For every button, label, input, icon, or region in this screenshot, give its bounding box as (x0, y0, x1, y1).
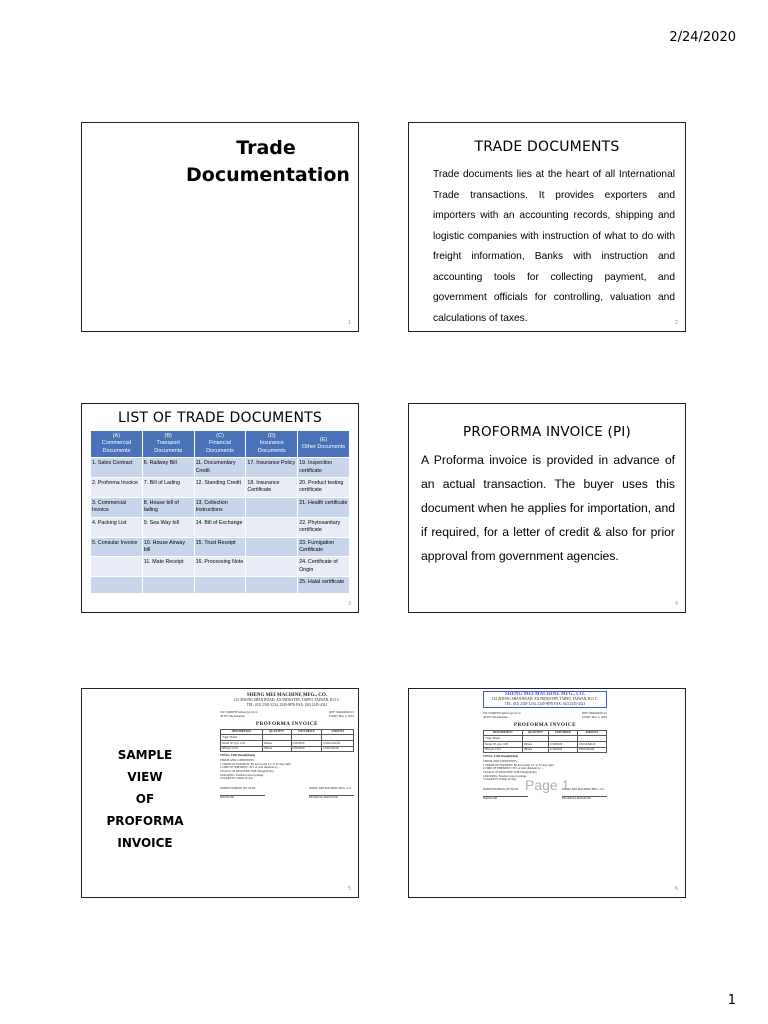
table-header-cell: (A) Commercial Documents (91, 431, 143, 458)
title-line: Trade (236, 137, 296, 159)
table-cell: 11. Mate Receipt (142, 557, 194, 577)
table-header-cell: (C) Financial Documents (194, 431, 246, 458)
invoice-cell: USD28.00 (549, 747, 578, 753)
invoice-address: TEL: (02) 2345-1234, 2345-9876 FAX: (02) 2345-4321 (504, 701, 586, 706)
table-cell: 13. Collection Instructions (194, 497, 246, 517)
invoice-cell: 280sets (522, 742, 549, 748)
invoice-cell: "Sign" Brand (221, 735, 263, 741)
table-row (91, 497, 350, 517)
slide-3-heading: LIST OF TRADE DOCUMENTS (118, 410, 322, 426)
terms-line: TERMS AND CONDITIONS: (220, 759, 255, 763)
slide-number: 3 (347, 601, 351, 607)
page-number: 1 (727, 993, 736, 1008)
table-cell (246, 537, 298, 557)
slide-2-heading: TRADE DOCUMENTS (474, 139, 620, 155)
signature-title: MANAGER (220, 795, 235, 799)
invoice-cell: 180sets (522, 747, 549, 753)
invoice-cell: USD5,040.00 (577, 747, 606, 753)
table-row (91, 577, 350, 594)
table-cell: 4. Packing List (91, 517, 143, 537)
table-body (91, 458, 350, 594)
invoice-attn: ATTN: Mr.A.Kumar (483, 715, 508, 720)
slide-number: 2 (674, 320, 678, 326)
invoice-col: DESCRIPTION (221, 729, 263, 735)
invoice-cell: USD10,640.00 (577, 742, 606, 748)
invoice-address: 123 ZHONG SHAN ROAD, XX INDUSTRY, TAIPEI, TAIWAN, R.O.C. (491, 697, 599, 702)
terms-line: TERMS AND CONDITIONS: (483, 760, 518, 764)
table-cell: 2. Proforma Invoice (91, 478, 143, 498)
invoice-address: 123 ZHONG SHAN ROAD, XX INDUSTRY, TAIPEI, TAIWAN, R.O.C. (233, 698, 341, 703)
invoice-total: TOTAL: FOB Zhongli(Zaha) (483, 755, 519, 759)
table-cell: 11. Documentary Credit (194, 458, 246, 478)
invoice-signatures (220, 787, 354, 800)
signature-title: REGIONAL MANAGER (562, 796, 592, 800)
invoice-col: AMOUNT (577, 730, 606, 736)
terms-line: 2.TIME OF SHIPMENT: 30% of total shipment by ... (220, 766, 281, 770)
invoice-company: SHENG MEI MACHINE MFG., CO. (246, 693, 328, 698)
terms-line: 1.TERMS OF PAYMENT: By irrevocable L/C at 30 days sight. (483, 763, 555, 767)
table-cell: 21. Health certificate (298, 497, 350, 517)
proforma-invoice-image (220, 694, 354, 800)
slide-number: 4 (674, 601, 678, 607)
table-header-cell: (B) Transport Documents (142, 431, 194, 458)
slide-4-heading: PROFORMA INVOICE (PI) (463, 424, 631, 440)
slide-4-body: A Proforma invoice is provided in advance of an actual transaction. The buyer uses this document when he applies for importation, and if required, for a letter of credit & also for prior approval from government agencies. (421, 453, 675, 563)
invoice-cell: Model SF-type 1234 (221, 741, 263, 747)
table-row (91, 517, 350, 537)
invoice-cell: SH-type 1234 (484, 747, 523, 753)
invoice-cell: USD10,640.00 (322, 741, 354, 747)
terms-line: 3.PLACE OF DELIVERY: FOB Zhongli(Zaha) (483, 770, 537, 774)
invoice-col: UNIT PRICE (549, 730, 578, 736)
table-cell: 23. Fumigation Certificate (298, 537, 350, 557)
signature-party: NORTH FASHION (PVT)LTD. (483, 787, 519, 791)
table-cell: 24. Certificate of Origin (298, 557, 350, 577)
table-cell: 10. House Airway bill (142, 537, 194, 557)
table-cell: 3. Commercial Invoice (91, 497, 143, 517)
invoice-cell: 180sets (262, 746, 291, 752)
invoice-col: AMOUNT (322, 729, 354, 735)
table-cell (91, 577, 143, 594)
invoice-to: TO: NORTH Fashion (pvt) Ltd (483, 711, 521, 716)
table-row (91, 458, 350, 478)
table-cell: 25. Halal certificate (298, 577, 350, 594)
title-line: Documentation (186, 163, 350, 186)
table-cell: 16. Processing Note (194, 557, 246, 577)
table-cell (246, 577, 298, 594)
table-row (91, 557, 350, 577)
slide-3[interactable] (81, 403, 359, 613)
table-cell: 14. Bill of Exchange (194, 517, 246, 537)
invoice-address: TEL: (02) 2345-1234, 2345-9876 FAX: (02) 2345-4321 (246, 702, 328, 707)
slide-2-body: Trade documents lies at the heart of all International Trade transactions. It provides exporters and importers with an accounting records, shipping and logistic companies with instruction of what to do with freight information, Banks with instruction and accounting tools for collecting payment, and government officials for controlling, valuation and calculations of taxes. (433, 169, 675, 324)
title-line: PROFORMA (106, 814, 184, 828)
slide-6[interactable] (408, 688, 686, 898)
table-cell: 18. Insurance Certificate (246, 478, 298, 498)
table-header-cell: (E) Other Documents (298, 431, 350, 458)
invoice-col: UNIT PRICE (291, 729, 322, 735)
terms-line: 4.PACKING: Standard export package (220, 773, 264, 777)
invoice-terms (220, 759, 354, 781)
invoice-col: QUANTITY (522, 730, 549, 736)
table-cell: 8. House bill of lading (142, 497, 194, 517)
invoice-date: DATE: Mar. 2, 2019 (582, 715, 607, 720)
table-cell: 7. Bill of Lading (142, 478, 194, 498)
table-cell: 6. Railway Bill (142, 458, 194, 478)
slide-number: 5 (347, 886, 351, 892)
terms-line: 2.TIME OF SHIPMENT: 30% of total shipment by ... (483, 767, 544, 771)
table-cell (91, 557, 143, 577)
terms-line: 4.PACKING: Standard export package (483, 774, 527, 778)
table-cell: 22. Phytosanitary certificate (298, 517, 350, 537)
signature-party: SHENG MEI MACHINE MFG., CO. (562, 787, 605, 791)
invoice-col: DESCRIPTION (484, 730, 523, 736)
signature-party: NORTH FASHION (PVT)LTD. (220, 786, 256, 790)
table-cell (246, 557, 298, 577)
invoice-cell: USD38.00 (549, 742, 578, 748)
invoice-cell: USD5,040.00 (322, 746, 354, 752)
table-cell: 9. Sea Way bill (142, 517, 194, 537)
slide-5-title (100, 744, 190, 854)
table-cell: 15. Trust Receipt (194, 537, 246, 557)
signature-title: REGIONAL MANAGER (309, 795, 339, 799)
signature-party: SHENG MEI MACHINE MFG., CO. (309, 786, 352, 790)
invoice-cell: 280sets (262, 741, 291, 747)
invoice-table (483, 730, 607, 753)
slide-2[interactable] (408, 122, 686, 332)
table-cell (142, 577, 194, 594)
slide-number: 6 (674, 886, 678, 892)
table-header-cell: (D) Insurance Documents (246, 431, 298, 458)
terms-line: 3.PLACE OF DELIVERY: FOB Zhongli(Zaha) (220, 769, 274, 773)
signature-title: MANAGER (483, 796, 498, 800)
slide-1[interactable] (81, 122, 359, 332)
table-header-row (91, 431, 350, 458)
table-cell: 12. Standing Credit (194, 478, 246, 498)
invoice-ref: REF: PRO#2020-01 (582, 711, 607, 716)
table-cell: 17. Insurance Policy (246, 458, 298, 478)
table-cell (194, 577, 246, 594)
title-line: SAMPLE VIEW (117, 748, 173, 784)
invoice-attn: ATTN: Mr.A.Kumar (220, 714, 245, 719)
invoice-col: QUANTITY (262, 729, 291, 735)
invoice-total: TOTAL: FOB Zhongli(Zaha) (220, 754, 256, 758)
title-line: INVOICE (117, 836, 173, 850)
table-cell: 19. Inspection certificate (298, 458, 350, 478)
invoice-title: PROFORMA INVOICE (513, 721, 577, 728)
invoice-ref: REF: PRO#2020-01 (329, 710, 354, 715)
invoice-to: TO: NORTH Fashion (pvt) Ltd (220, 710, 258, 715)
terms-line: 5.VALIDITY: Within 30 days (483, 778, 517, 782)
table-cell (246, 517, 298, 537)
slide-5[interactable] (81, 688, 359, 898)
trade-documents-table (90, 430, 350, 594)
invoice-cell: USD28.00 (291, 746, 322, 752)
slide-4[interactable] (408, 403, 686, 613)
slide-1-title (186, 135, 350, 188)
terms-line: 1.TERMS OF PAYMENT: By irrevocable L/C at 30 days sight. (220, 762, 292, 766)
table-row (91, 478, 350, 498)
table-cell: 1. Sales Contract (91, 458, 143, 478)
invoice-cell: Model SF-type 1234 (484, 742, 523, 748)
page-date: 2/24/2020 (669, 30, 736, 45)
table-row (91, 537, 350, 557)
invoice-date: DATE: Mar. 2, 2019 (329, 714, 354, 719)
title-line: OF (135, 792, 155, 806)
invoice-table (220, 729, 354, 752)
invoice-cell: USD38.00 (291, 741, 322, 747)
invoice-cell: SH-type 1234 (221, 746, 263, 752)
slide-number: 1 (347, 320, 351, 326)
invoice-header-box (483, 691, 607, 708)
table-cell: 20. Product testing certificate (298, 478, 350, 498)
invoice-cell: "Sign" Brand (484, 736, 523, 742)
terms-line: 5.VALIDITY: Within 30 days (220, 777, 254, 781)
table-cell: 5. Consular Invoice (91, 537, 143, 557)
invoice-company: SHENG MEI MACHINE MFG., CO. (504, 692, 586, 697)
table-cell (246, 497, 298, 517)
invoice-title: PROFORMA INVOICE (255, 720, 319, 727)
page-watermark: Page 1 (525, 777, 570, 793)
